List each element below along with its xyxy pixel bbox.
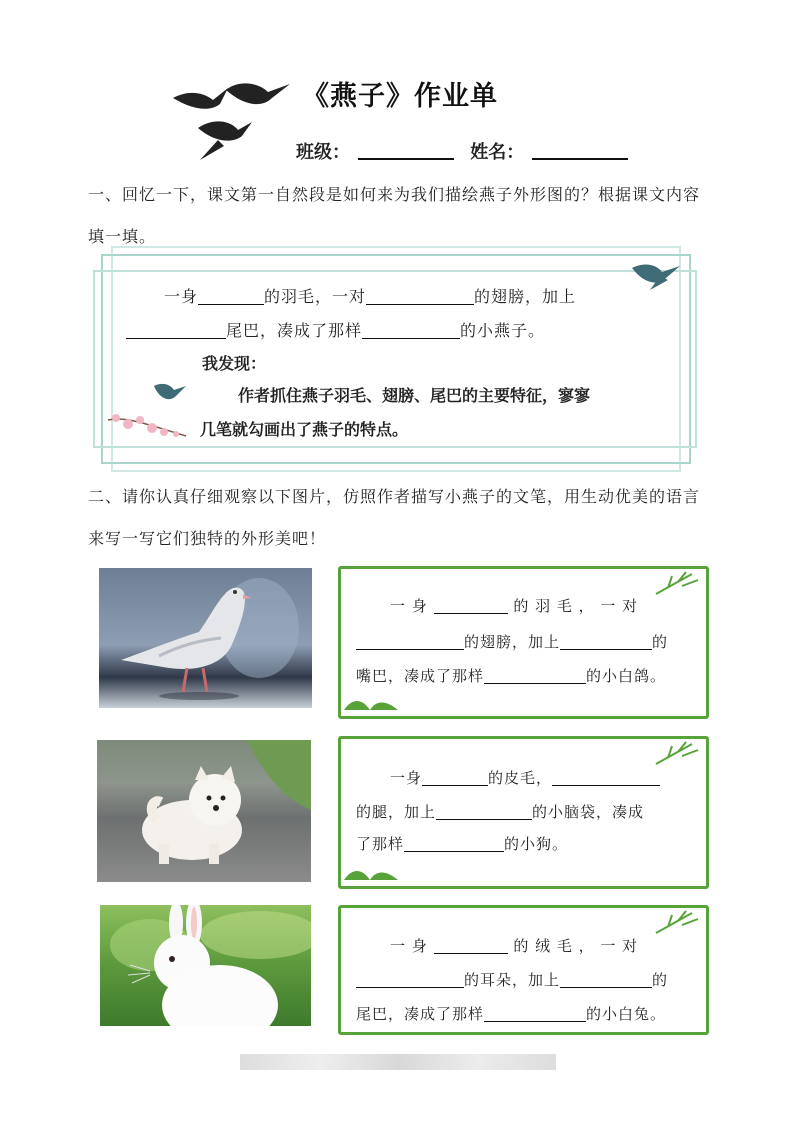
question-2: 二、请你认真仔细观察以下图片，仿照作者描写小燕子的文笔，用生动优美的语言来写一写它们独特的外形美吧！ bbox=[88, 487, 701, 548]
grass-icon bbox=[342, 864, 402, 882]
text: 一 身 bbox=[390, 937, 428, 955]
text: 尾巴，凑成了那样 bbox=[356, 1005, 485, 1023]
name-label: 姓名： bbox=[470, 142, 525, 163]
blank-field[interactable] bbox=[484, 1005, 586, 1022]
pigeon-line-2 bbox=[356, 624, 668, 660]
blank-field[interactable] bbox=[422, 769, 488, 786]
puppy-photo bbox=[97, 740, 311, 882]
blank-field[interactable] bbox=[434, 937, 508, 954]
text: 的翅膀，加上 bbox=[474, 287, 577, 306]
blank-field[interactable] bbox=[404, 835, 504, 852]
blank-field[interactable] bbox=[198, 288, 264, 305]
text: 的 绒 毛 ， 一 对 bbox=[513, 937, 639, 955]
discover-text-2: 几笔就勾画出了燕子的特点。 bbox=[200, 420, 409, 439]
dog-line-1 bbox=[390, 760, 660, 796]
blank-field[interactable] bbox=[366, 288, 474, 305]
pigeon-line-1 bbox=[390, 588, 638, 624]
blank-field[interactable] bbox=[552, 769, 660, 786]
text: 的腿，加上 bbox=[356, 803, 437, 821]
blank-field[interactable] bbox=[436, 803, 532, 820]
text: 的小燕子。 bbox=[460, 321, 546, 340]
text: 的小白兔。 bbox=[586, 1005, 667, 1023]
text: 嘴巴，凑成了那样 bbox=[356, 667, 485, 685]
page-title: 《燕子》作业单 bbox=[302, 81, 498, 112]
blossom-icon bbox=[106, 380, 196, 442]
discover-label: 我发现： bbox=[202, 354, 267, 373]
blank-field[interactable] bbox=[434, 597, 508, 614]
student-info bbox=[296, 138, 638, 164]
dog-line-2 bbox=[356, 794, 644, 830]
swallow-icon bbox=[173, 88, 228, 109]
class-field[interactable] bbox=[358, 142, 454, 160]
swallow-icon bbox=[198, 121, 252, 160]
text: 一身 bbox=[390, 769, 423, 787]
bamboo-icon bbox=[652, 568, 702, 598]
text: 的翅膀，加上 bbox=[464, 633, 561, 651]
text: 的皮毛， bbox=[488, 769, 553, 787]
fill-line-2 bbox=[126, 318, 545, 341]
swallow-icon bbox=[226, 83, 290, 104]
blank-field[interactable] bbox=[126, 322, 226, 339]
text: 的羽毛，一对 bbox=[264, 287, 367, 306]
text: 的 bbox=[652, 633, 669, 651]
text: 的小脑袋，凑成 bbox=[532, 803, 645, 821]
blank-field[interactable] bbox=[356, 633, 464, 650]
pigeon-photo bbox=[99, 568, 312, 708]
swallow-icon bbox=[630, 258, 690, 292]
dog-line-3 bbox=[356, 826, 568, 862]
swallows-illustration bbox=[168, 70, 298, 165]
rabbit-line-2 bbox=[356, 962, 668, 998]
text: 的 bbox=[652, 971, 669, 989]
discover-text-1: 作者抓住燕子羽毛、翅膀、尾巴的主要特征，寥寥 bbox=[238, 386, 591, 405]
text: 的小白鸽。 bbox=[586, 667, 667, 685]
text: 的小狗。 bbox=[504, 835, 569, 853]
rabbit-photo bbox=[100, 905, 311, 1026]
blank-field[interactable] bbox=[560, 971, 652, 988]
class-label: 班级： bbox=[296, 142, 350, 163]
blank-field[interactable] bbox=[362, 322, 460, 339]
pigeon-line-3 bbox=[356, 658, 666, 694]
blank-field[interactable] bbox=[356, 971, 464, 988]
text: 一身 bbox=[164, 287, 199, 306]
blank-field[interactable] bbox=[484, 667, 586, 684]
text: 了那样 bbox=[356, 835, 405, 853]
text: 的 羽 毛 ， 一 对 bbox=[513, 597, 639, 615]
text: 一 身 bbox=[390, 597, 428, 615]
rabbit-line-1 bbox=[390, 928, 638, 964]
blank-field[interactable] bbox=[560, 633, 652, 650]
watermark-blur bbox=[240, 1054, 556, 1070]
bamboo-icon bbox=[652, 907, 702, 937]
grass-icon bbox=[342, 694, 402, 712]
text: 的耳朵，加上 bbox=[464, 971, 561, 989]
fill-line-1 bbox=[164, 284, 576, 307]
question-1: 一、回忆一下，课文第一自然段是如何来为我们描绘燕子外形图的？根据课文内容填一填。 bbox=[88, 185, 701, 246]
rabbit-line-3 bbox=[356, 996, 666, 1032]
text: 尾巴，凑成了那样 bbox=[226, 321, 363, 340]
name-field[interactable] bbox=[532, 142, 628, 160]
